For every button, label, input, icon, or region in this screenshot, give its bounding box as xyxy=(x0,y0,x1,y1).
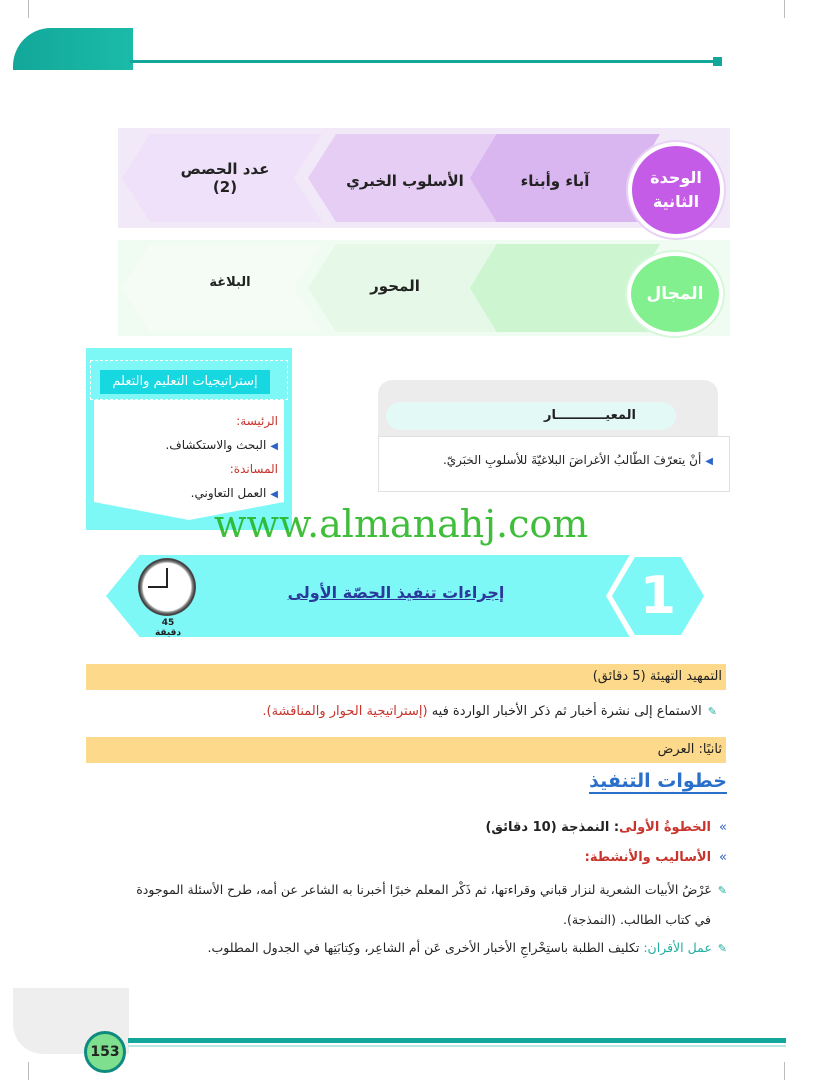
bullet-arrow-icon: ◀ xyxy=(705,456,713,467)
footer-rule-light xyxy=(128,1045,786,1047)
crop-mark xyxy=(28,1062,29,1080)
watermark: www.almanahj.com xyxy=(214,502,589,546)
clock-hand-icon xyxy=(166,568,168,588)
bullet-arrow-icon: ◀ xyxy=(270,489,278,500)
axis-label: المحور xyxy=(370,277,420,295)
intro-bullet: ✎الاستماع إلى نشرة أخبار ثم ذكر الأخبار الواردة فيه (إستراتيجية الحوار والمناقشة). xyxy=(262,704,717,719)
pencil-icon: ✎ xyxy=(717,884,727,897)
step1-line: »الخطوةُ الأولى: النمذجة (10 دقائق) xyxy=(485,820,727,835)
lesson-banner-title: إجراءات تنفيذ الحصّة الأولى xyxy=(287,583,505,602)
header-rule xyxy=(130,60,715,63)
standard-text: ◀أنْ يتعرّفَ الطّالبُ الأغراضَ البلاغيّةَ للأسلوبِ الخبَريّ. xyxy=(442,453,713,467)
crop-mark xyxy=(784,1062,785,1080)
clock-hand-icon xyxy=(148,586,168,588)
crop-mark xyxy=(28,0,29,18)
clock-icon xyxy=(138,558,196,616)
footer-rule xyxy=(128,1038,786,1043)
bullet-arrow-icon: ◀ xyxy=(270,441,278,452)
double-chevron-icon: » xyxy=(719,850,727,865)
peer-work-paragraph: ✎عمل الأقران: تكليف الطلبة باستِخْراجِ الأخبار الأخرى عَن أم الشاعِر، وكِتابَتِها في الجدول المطلوب. xyxy=(207,940,727,955)
sessions-label: عدد الحصص (2) xyxy=(160,160,290,196)
pencil-icon: ✎ xyxy=(717,942,727,955)
crop-mark xyxy=(784,0,785,18)
steps-heading: خطوات التنفيذ xyxy=(589,770,727,792)
strategies-main-item: ◀البحث والاستكشاف. xyxy=(165,438,278,452)
domain-badge: المجال xyxy=(627,252,723,336)
lesson-duration: 45 دقيقة xyxy=(154,618,182,638)
standard-body xyxy=(378,436,730,492)
strategies-main-label: الرئيسة: xyxy=(236,414,278,428)
modeling-paragraph-cont: في كتاب الطالب. (النمذجة). xyxy=(562,912,711,927)
strategies-support-label: المساندة: xyxy=(229,462,278,476)
sessions-count: (2) xyxy=(212,178,238,196)
strategies-title: إستراتيجيات التعليم والتعلم xyxy=(100,370,270,394)
lesson-banner xyxy=(106,555,726,637)
double-chevron-icon: » xyxy=(719,820,727,835)
header-tab xyxy=(13,28,133,70)
unit-title: آباء وأبناء xyxy=(520,172,590,190)
lesson-title: الأسلوب الخبري xyxy=(346,172,464,190)
pencil-icon: ✎ xyxy=(707,705,717,718)
section-presentation-bar: ثانيًا: العرض xyxy=(86,737,726,763)
page-number: 153 xyxy=(84,1031,126,1073)
lesson-number: 1 xyxy=(639,566,677,626)
section-intro-bar: التمهيد التهيئة (5 دقائق) xyxy=(86,664,726,690)
strategies-support-item: ◀العمل التعاوني. xyxy=(190,486,278,500)
unit-badge: الوحدة الثانية xyxy=(628,142,724,238)
standard-title: المعيـــــــــــار xyxy=(386,402,676,430)
field-value: البلاغة xyxy=(209,275,251,290)
modeling-paragraph: ✎عَرْضُ الأبيات الشعرية لنزار قباني وقراءتها، ثم ذَكْر المعلم خبرًا أخبرنا به الشاعر عن أمه، طرح الأسئلة الموجودة xyxy=(136,882,727,897)
standard-box xyxy=(378,380,718,488)
methods-line: »الأساليب والأنشطة: xyxy=(584,850,727,865)
header-dot xyxy=(713,57,722,66)
